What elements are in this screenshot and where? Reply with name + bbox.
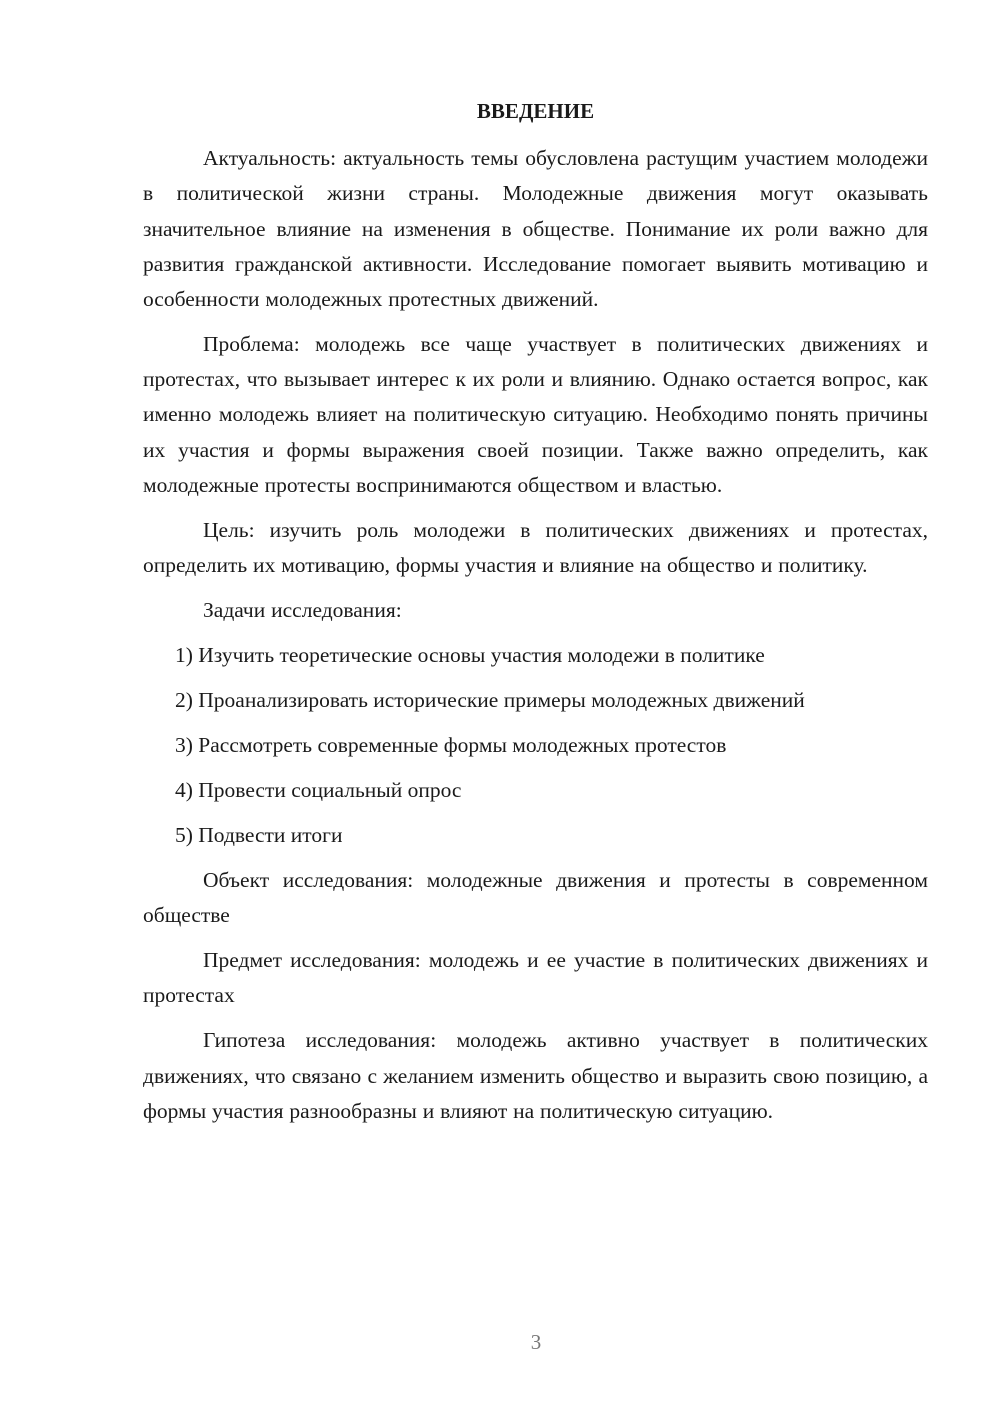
page-number: 3 xyxy=(530,1330,542,1354)
relevance-paragraph: Актуальность: актуальность темы обусловлена растущим участием молодежи в политической жизни страны. Молодежные движения могут оказывать значительное влияние на изменения в обществе. Понимание их роли важно для развития гражданской активности. Исследование помогает выявить мотивацию и особенности молодежных протестных движений. xyxy=(143,146,928,312)
tasks-list xyxy=(143,638,928,853)
hypothesis-paragraph: Гипотеза исследования: молодежь активно участвует в политических движениях, что связано с желанием изменить общество и выразить свою позицию, а формы участия разнообразны и влияют на политическую ситуацию. xyxy=(143,1028,928,1123)
list-item: 4) Провести социальный опрос xyxy=(175,778,462,803)
subject-paragraph: Предмет исследования: молодежь и ее участие в политических движениях и протестах xyxy=(143,948,928,1008)
list-item: 3) Рассмотреть современные формы молодежных протестов xyxy=(175,733,727,758)
problem-paragraph: Проблема: молодежь все чаще участвует в политических движениях и протестах, что вызывает интерес к их роли и влиянию. Однако остается вопрос, как именно молодежь влияет на политическую ситуацию. Необходимо понять причины их участия и формы выражения своей позиции. Также важно определить, как молодежные протесты воспринимаются обществом и властью. xyxy=(143,332,928,497)
goal-paragraph: Цель: изучить роль молодежи в политических движениях и протестах, определить их мотивацию, формы участия и влияние на общество и политику. xyxy=(143,517,928,578)
tasks-intro-paragraph: Задачи исследования: xyxy=(203,598,402,623)
page-content xyxy=(143,94,928,1139)
list-item: 2) Проанализировать исторические примеры молодежных движений xyxy=(175,688,805,713)
list-item: 5) Подвести итоги xyxy=(175,823,343,848)
list-item: 1) Изучить теоретические основы участия молодежи в политике xyxy=(175,643,765,668)
object-paragraph: Объект исследования: молодежные движения и протесты в современном обществе xyxy=(143,868,928,928)
section-heading: ВВЕДЕНИЕ xyxy=(476,99,595,123)
